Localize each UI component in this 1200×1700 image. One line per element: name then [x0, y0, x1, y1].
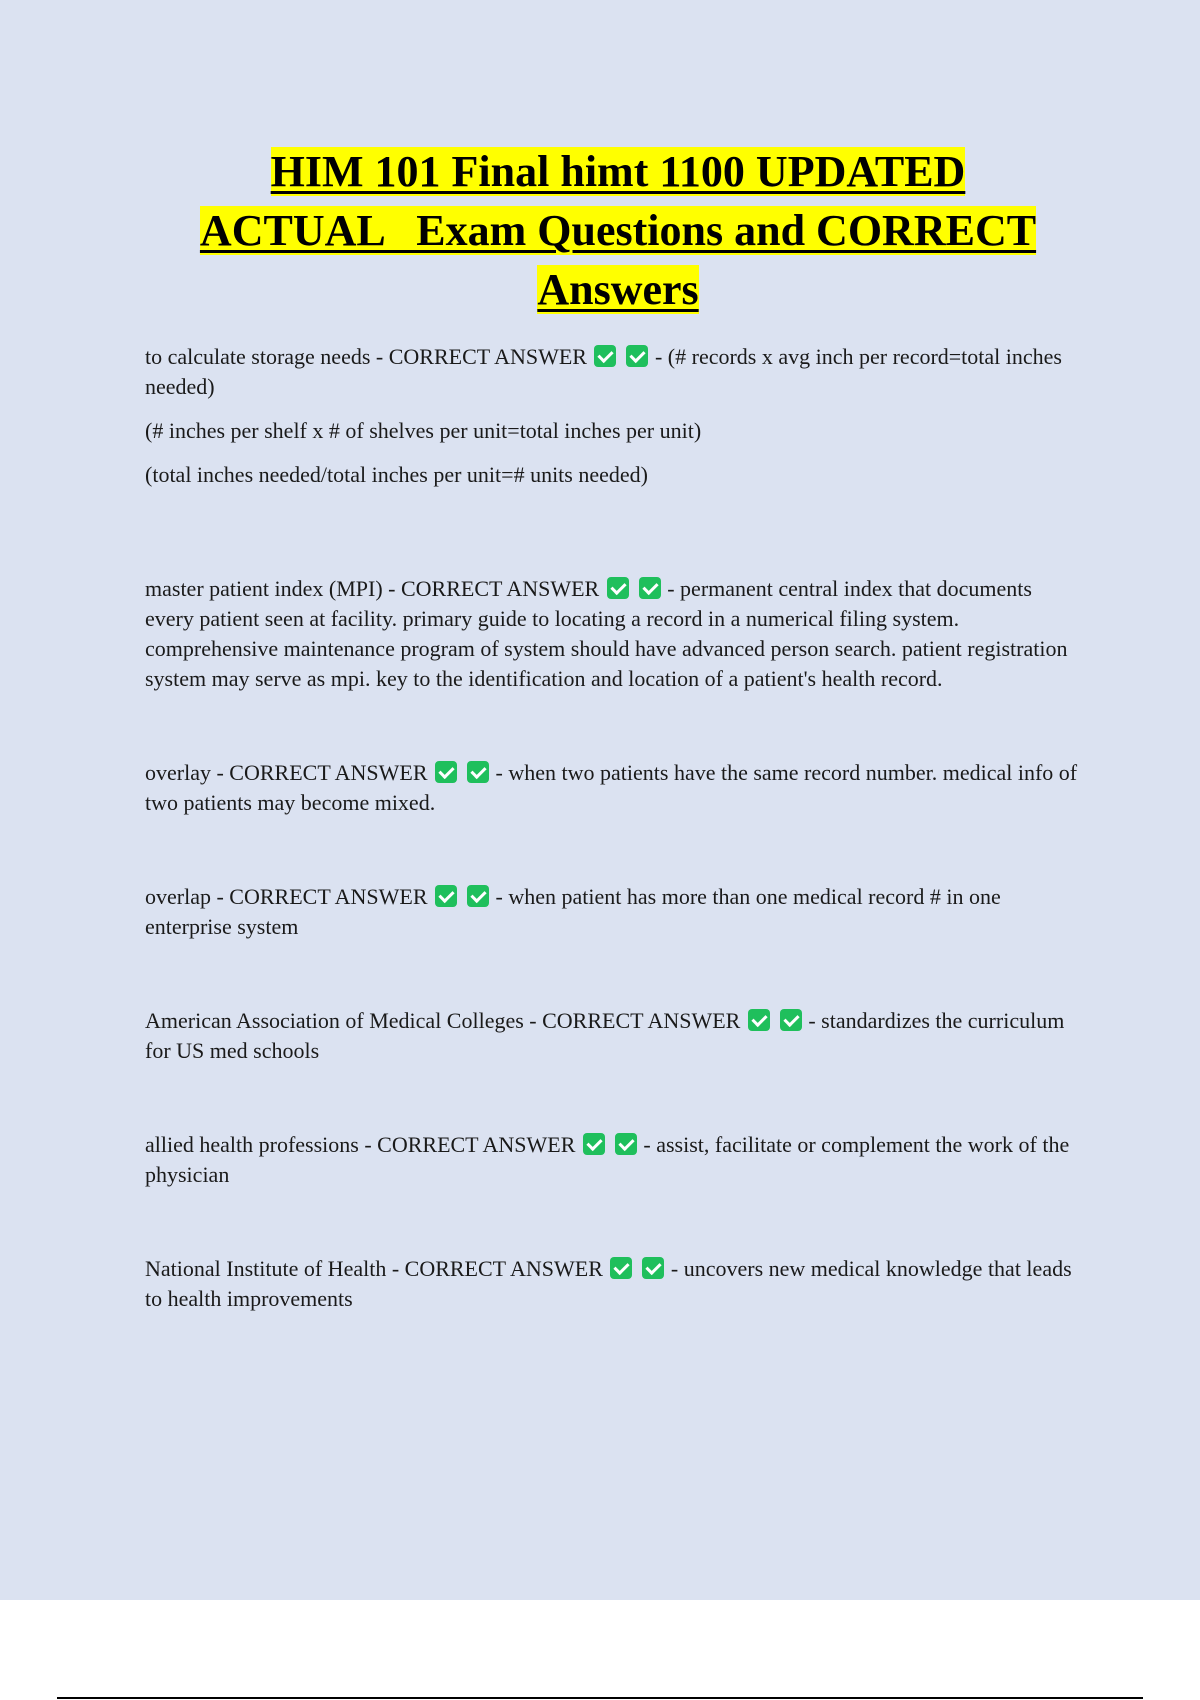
- qa-term: American Association of Medical Colleges - CORRECT ANSWER: [145, 1008, 741, 1033]
- qa-entry: [145, 342, 1083, 402]
- qa-item: [145, 574, 1083, 694]
- qa-extra-line: (# inches per shelf x # of shelves per unit=total inches per unit): [145, 418, 702, 443]
- qa-item: [145, 1254, 1083, 1314]
- qa-answer: - when patient has more than one medical record # in one enterprise system: [145, 884, 1001, 939]
- check-mark-icon: [607, 577, 629, 599]
- qa-entry: [145, 1130, 1083, 1190]
- title-line-3: Answers: [537, 265, 699, 314]
- check-mark-icon: [639, 577, 661, 599]
- qa-term: overlay - CORRECT ANSWER: [145, 760, 428, 785]
- page-bottom-divider: [57, 1697, 1143, 1699]
- qa-entry: [145, 758, 1083, 818]
- title-line-2: ACTUAL Exam Questions and CORRECT: [199, 206, 1037, 255]
- document-title: [120, 142, 1116, 319]
- qa-answer: - standardizes the curriculum for US med schools: [145, 1008, 1065, 1063]
- check-mark-icon: [594, 345, 616, 367]
- qa-term: to calculate storage needs - CORRECT ANSWER: [145, 344, 587, 369]
- qa-answer: - permanent central index that documents every patient seen at facility. primary guide to locating a record in a numerical filing system. comprehensive maintenance program of system should have advanced person search. patient registration system may serve as mpi. key to the identification and location of a patient's health record.: [145, 576, 1068, 691]
- qa-answer: - uncovers new medical knowledge that leads to health improvements: [145, 1256, 1072, 1311]
- qa-item: [145, 1006, 1083, 1066]
- check-mark-icon: [467, 761, 489, 783]
- qa-term: overlap - CORRECT ANSWER: [145, 884, 428, 909]
- qa-extra-line: (total inches needed/total inches per unit=# units needed): [145, 462, 648, 487]
- qa-answer: - (# records x avg inch per record=total inches needed): [145, 344, 1062, 399]
- check-mark-icon: [642, 1257, 664, 1279]
- qa-item: [145, 758, 1083, 818]
- qa-answer: - assist, facilitate or complement the work of the physician: [145, 1132, 1070, 1187]
- qa-term: allied health professions - CORRECT ANSWER: [145, 1132, 576, 1157]
- check-mark-icon: [626, 345, 648, 367]
- check-mark-icon: [610, 1257, 632, 1279]
- qa-term: master patient index (MPI) - CORRECT ANSWER: [145, 576, 600, 601]
- qa-entry: [145, 1006, 1083, 1066]
- qa-item: [145, 1130, 1083, 1190]
- check-mark-icon: [435, 761, 457, 783]
- qa-list: [145, 342, 1083, 1314]
- title-line-1: HIM 101 Final himt 1100 UPDATED: [270, 147, 966, 196]
- check-mark-icon: [780, 1009, 802, 1031]
- qa-entry: [145, 1254, 1083, 1314]
- qa-term: National Institute of Health - CORRECT ANSWER: [145, 1256, 603, 1281]
- qa-answer: - when two patients have the same record number. medical info of two patients may become mixed.: [145, 760, 1078, 815]
- check-mark-icon: [583, 1133, 605, 1155]
- qa-entry: [145, 574, 1083, 694]
- check-mark-icon: [467, 885, 489, 907]
- qa-item: [145, 342, 1083, 490]
- check-mark-icon: [748, 1009, 770, 1031]
- qa-item: [145, 882, 1083, 942]
- check-mark-icon: [435, 885, 457, 907]
- qa-entry: [145, 882, 1083, 942]
- check-mark-icon: [615, 1133, 637, 1155]
